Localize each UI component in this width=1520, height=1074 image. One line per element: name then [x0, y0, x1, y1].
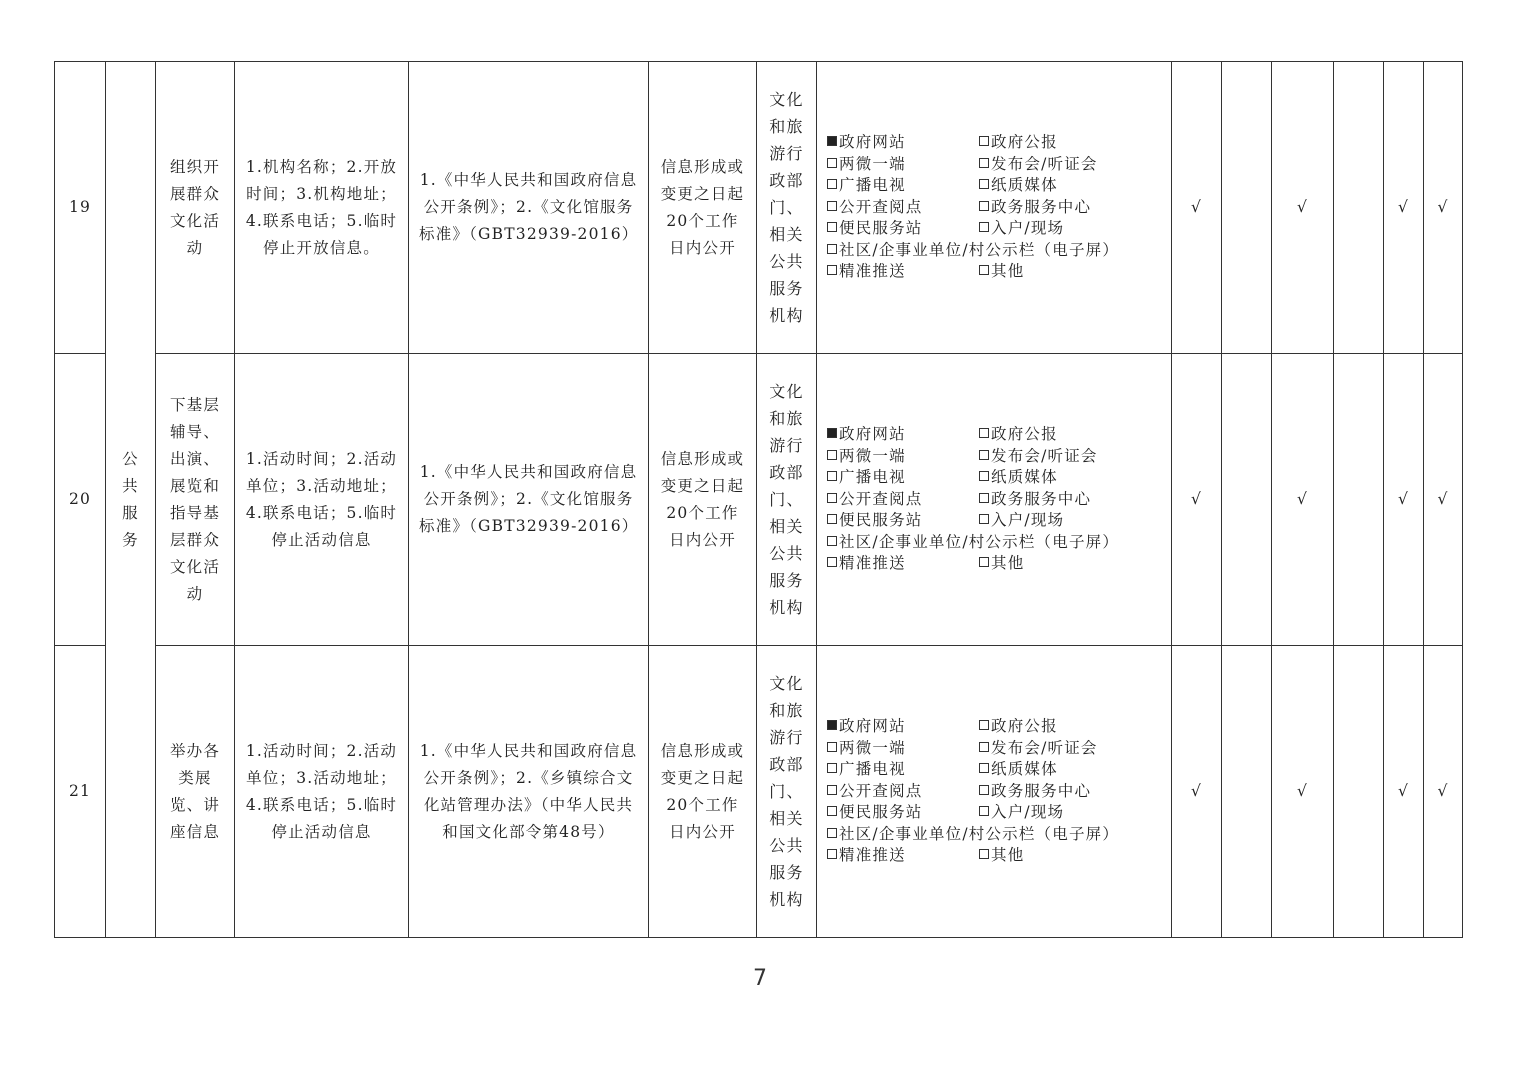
- channel-other[interactable]: 其他: [979, 553, 1171, 575]
- channel-print-media[interactable]: 纸质媒体: [979, 759, 1171, 781]
- channel-print-media[interactable]: 纸质媒体: [979, 175, 1171, 197]
- channel-gov-gazette[interactable]: 政府公报: [979, 716, 1171, 738]
- dept-cell: [757, 62, 817, 354]
- channel-gov-website[interactable]: 政府网站: [827, 132, 979, 154]
- channel-gov-gazette[interactable]: 政府公报: [979, 424, 1171, 446]
- channel-bulletin[interactable]: 社区/企事业单位/村公示栏（电子屏）: [827, 240, 1171, 262]
- timing-cell: 信息形成或变更之日起20个工作日内公开: [649, 646, 757, 938]
- checkbox-icon: [827, 828, 837, 838]
- item-name-cell: [156, 62, 235, 354]
- item-name: 组织开展群众文化活动: [169, 157, 221, 257]
- checkbox-icon: [979, 136, 989, 146]
- check-cell: [1334, 354, 1384, 646]
- check-cell: √: [1272, 646, 1334, 938]
- checked-box-icon: [827, 720, 837, 730]
- basis-cell: 1.《中华人民共和国政府信息公开条例》；2.《乡镇综合文化站管理办法》（中华人民共和国文化部令第48号）: [409, 646, 649, 938]
- checkbox-icon: [827, 849, 837, 859]
- channel-gov-website[interactable]: 政府网站: [827, 716, 979, 738]
- channel-door-to-door[interactable]: 入户/现场: [979, 802, 1171, 824]
- channel-bulletin[interactable]: 社区/企事业单位/村公示栏（电子屏）: [827, 824, 1171, 846]
- content-cell: 1.活动时间；2.活动单位；3.活动地址；4.联系电话；5.临时停止活动信息: [235, 646, 409, 938]
- checkbox-icon: [827, 536, 837, 546]
- channel-service-station[interactable]: 便民服务站: [827, 218, 979, 240]
- disclosure-table: [54, 61, 1463, 938]
- check-cell: √: [1424, 354, 1463, 646]
- channels-cell: [817, 354, 1172, 646]
- item-name: 下基层辅导、出演、展览和指导基层群众文化活动: [169, 395, 221, 603]
- category-cell: [106, 62, 156, 938]
- item-name-cell: [156, 646, 235, 938]
- checkbox-icon: [979, 222, 989, 232]
- row-number: 19: [55, 62, 106, 354]
- content-cell: 1.活动时间；2.活动单位；3.活动地址；4.联系电话；5.临时停止活动信息: [235, 354, 409, 646]
- checkbox-icon: [827, 244, 837, 254]
- checkbox-icon: [979, 450, 989, 460]
- channel-gov-website[interactable]: 政府网站: [827, 424, 979, 446]
- checkbox-icon: [979, 557, 989, 567]
- check-cell: √: [1172, 354, 1222, 646]
- check-cell: √: [1384, 354, 1424, 646]
- dept-cell: [757, 646, 817, 938]
- item-name: 举办各类展览、讲座信息: [169, 741, 221, 841]
- checked-box-icon: [827, 428, 837, 438]
- channel-two-micro[interactable]: 两微一端: [827, 154, 979, 176]
- check-cell: [1222, 646, 1272, 938]
- checkbox-icon: [827, 222, 837, 232]
- content-cell: 1.机构名称；2.开放时间；3.机构地址；4.联系电话；5.临时停止开放信息。: [235, 62, 409, 354]
- checkbox-icon: [979, 763, 989, 773]
- checkbox-icon: [979, 849, 989, 859]
- dept-label: 文化和旅游行政部门、相关公共服务机构: [769, 89, 804, 325]
- check-cell: [1222, 62, 1272, 354]
- dept-label: 文化和旅游行政部门、相关公共服务机构: [769, 381, 804, 617]
- timing-cell: 信息形成或变更之日起20个工作日内公开: [649, 354, 757, 646]
- category-label: 公共服务: [122, 449, 139, 549]
- check-cell: √: [1424, 62, 1463, 354]
- checkbox-icon: [979, 201, 989, 211]
- dept-label: 文化和旅游行政部门、相关公共服务机构: [769, 673, 804, 909]
- check-cell: [1334, 646, 1384, 938]
- basis-cell: 1.《中华人民共和国政府信息公开条例》；2.《文化馆服务标准》（GBT32939-2016）: [409, 354, 649, 646]
- channel-other[interactable]: 其他: [979, 261, 1171, 283]
- checkbox-icon: [979, 785, 989, 795]
- checkbox-icon: [827, 514, 837, 524]
- checkbox-icon: [827, 806, 837, 816]
- checkbox-icon: [979, 428, 989, 438]
- checkbox-icon: [979, 514, 989, 524]
- check-cell: √: [1424, 646, 1463, 938]
- checkbox-icon: [827, 158, 837, 168]
- checkbox-icon: [979, 179, 989, 189]
- channel-public-reading[interactable]: 公开查阅点: [827, 781, 979, 803]
- check-cell: √: [1384, 62, 1424, 354]
- channel-bulletin[interactable]: 社区/企事业单位/村公示栏（电子屏）: [827, 532, 1171, 554]
- checkbox-icon: [827, 179, 837, 189]
- channel-two-micro[interactable]: 两微一端: [827, 738, 979, 760]
- checkbox-icon: [827, 201, 837, 211]
- channel-precise-push[interactable]: 精准推送: [827, 845, 979, 867]
- checkbox-icon: [827, 763, 837, 773]
- checkbox-icon: [979, 265, 989, 275]
- channel-door-to-door[interactable]: 入户/现场: [979, 218, 1171, 240]
- row-number: 20: [55, 354, 106, 646]
- channels-cell: [817, 62, 1172, 354]
- channel-press-hearing[interactable]: 发布会/听证会: [979, 446, 1171, 468]
- checkbox-icon: [979, 493, 989, 503]
- checkbox-icon: [827, 471, 837, 481]
- check-cell: [1222, 354, 1272, 646]
- page-number: 7: [753, 966, 767, 991]
- channel-other[interactable]: 其他: [979, 845, 1171, 867]
- checkbox-icon: [979, 720, 989, 730]
- channel-public-reading[interactable]: 公开查阅点: [827, 197, 979, 219]
- check-cell: √: [1272, 62, 1334, 354]
- checkbox-icon: [979, 742, 989, 752]
- channel-print-media[interactable]: 纸质媒体: [979, 467, 1171, 489]
- channel-service-center[interactable]: 政务服务中心: [979, 489, 1171, 511]
- channel-radio-tv[interactable]: 广播电视: [827, 759, 979, 781]
- channel-service-station[interactable]: 便民服务站: [827, 802, 979, 824]
- channel-service-station[interactable]: 便民服务站: [827, 510, 979, 532]
- timing-cell: 信息形成或变更之日起20个工作日内公开: [649, 62, 757, 354]
- table-row: [55, 354, 1463, 646]
- channel-service-center[interactable]: 政务服务中心: [979, 781, 1171, 803]
- check-cell: √: [1172, 646, 1222, 938]
- checkbox-icon: [827, 557, 837, 567]
- item-name-cell: [156, 354, 235, 646]
- channel-radio-tv[interactable]: 广播电视: [827, 175, 979, 197]
- channel-public-reading[interactable]: 公开查阅点: [827, 489, 979, 511]
- channel-press-hearing[interactable]: 发布会/听证会: [979, 154, 1171, 176]
- checkbox-icon: [827, 742, 837, 752]
- channel-press-hearing[interactable]: 发布会/听证会: [979, 738, 1171, 760]
- channel-door-to-door[interactable]: 入户/现场: [979, 510, 1171, 532]
- table-row: [55, 646, 1463, 938]
- channel-precise-push[interactable]: 精准推送: [827, 553, 979, 575]
- dept-cell: [757, 354, 817, 646]
- checkbox-icon: [827, 785, 837, 795]
- check-cell: √: [1172, 62, 1222, 354]
- channel-precise-push[interactable]: 精准推送: [827, 261, 979, 283]
- basis-cell: 1.《中华人民共和国政府信息公开条例》；2.《文化馆服务标准》（GBT32939-2016）: [409, 62, 649, 354]
- row-number: 21: [55, 646, 106, 938]
- check-cell: √: [1272, 354, 1334, 646]
- check-cell: √: [1384, 646, 1424, 938]
- checkbox-icon: [827, 493, 837, 503]
- channel-radio-tv[interactable]: 广播电视: [827, 467, 979, 489]
- channels-cell: [817, 646, 1172, 938]
- table-row: [55, 62, 1463, 354]
- checkbox-icon: [979, 471, 989, 481]
- channel-two-micro[interactable]: 两微一端: [827, 446, 979, 468]
- checkbox-icon: [827, 265, 837, 275]
- checkbox-icon: [979, 806, 989, 816]
- channel-gov-gazette[interactable]: 政府公报: [979, 132, 1171, 154]
- checkbox-icon: [827, 450, 837, 460]
- channel-service-center[interactable]: 政务服务中心: [979, 197, 1171, 219]
- checked-box-icon: [827, 136, 837, 146]
- check-cell: [1334, 62, 1384, 354]
- checkbox-icon: [979, 158, 989, 168]
